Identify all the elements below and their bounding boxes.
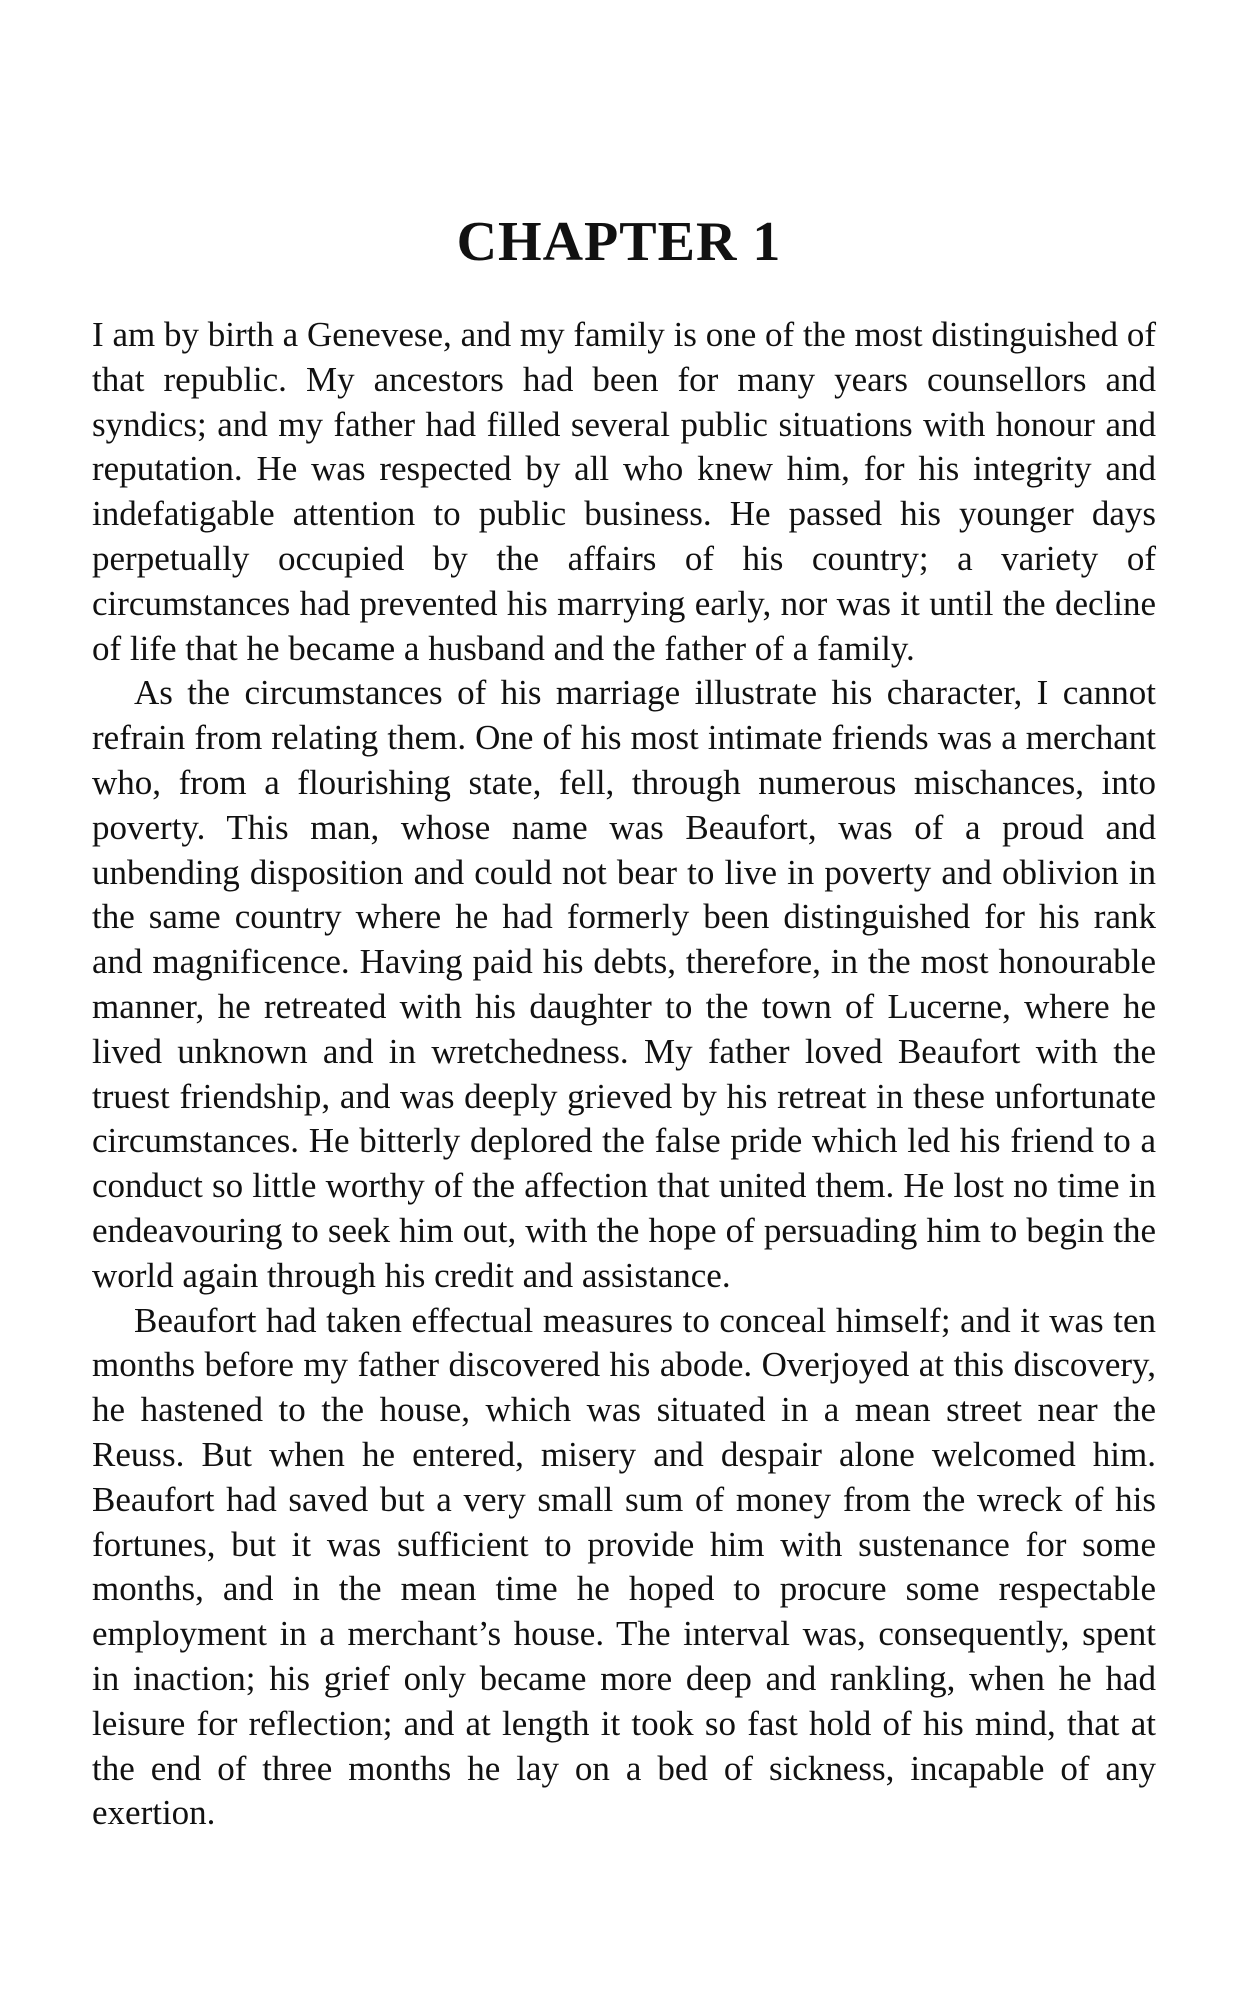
chapter-title: CHAPTER 1 bbox=[456, 211, 782, 273]
paragraph-3: Beaufort had taken effectual measures to conceal himself; and it was ten months before my father discovered his abode. Overjoyed at this discovery, he hastened to the house, which was situated in a mean street near the Reuss. But when he entered, misery and despair alone welcomed him. Beaufort had saved but a very small sum of money from the wreck of his fortunes, but it was sufficient to provide him with sustenance for some months, and in the mean time he hoped to procure some respectable employment in a merchant’s house. The interval was, consequently, spent in inaction; his grief only became more deep and rankling, when he had leisure for reflection; and at length it took so fast hold of his mind, that at the end of three months he lay on a bed of sickness, incapable of any exertion. bbox=[92, 1300, 1156, 1833]
paragraph-2: As the circumstances of his marriage illustrate his character, I cannot refrain from relating them. One of his most intimate friends was a merchant who, from a flourishing state, fell, through numerous mischances, into poverty. This man, whose name was Beaufort, was of a proud and unbending disposition and could not bear to live in poverty and oblivion in the same country where he had formerly been distinguished for his rank and magnificence. Having paid his debts, therefore, in the most honourable manner, he retreated with his daughter to the town of Lucerne, where he lived unknown and in wretchedness. My father loved Beaufort with the truest friendship, and was deeply grieved by his retreat in these unfortunate circumstances. He bitterly deplored the false pride which led his friend to a conduct so little worthy of the affection that united them. He lost no time in endeavouring to seek him out, with the hope of persuading him to begin the world again through his credit and assistance. bbox=[92, 673, 1156, 1295]
paragraph-1: I am by birth a Genevese, and my family is one of the most distinguished of that republic. My ancestors had been for many years counsellors and syndics; and my father had filled several public situations with honour and reputation. He was respected by all who knew him, for his integrity and indefatigable attention to public business. He passed his younger days perpetually occupied by the affairs of his country; a variety of circumstances had prevented his marrying early, nor was it until the decline of life that he became a husband and the father of a family. bbox=[92, 315, 1156, 668]
chapter-body bbox=[92, 313, 1156, 1836]
